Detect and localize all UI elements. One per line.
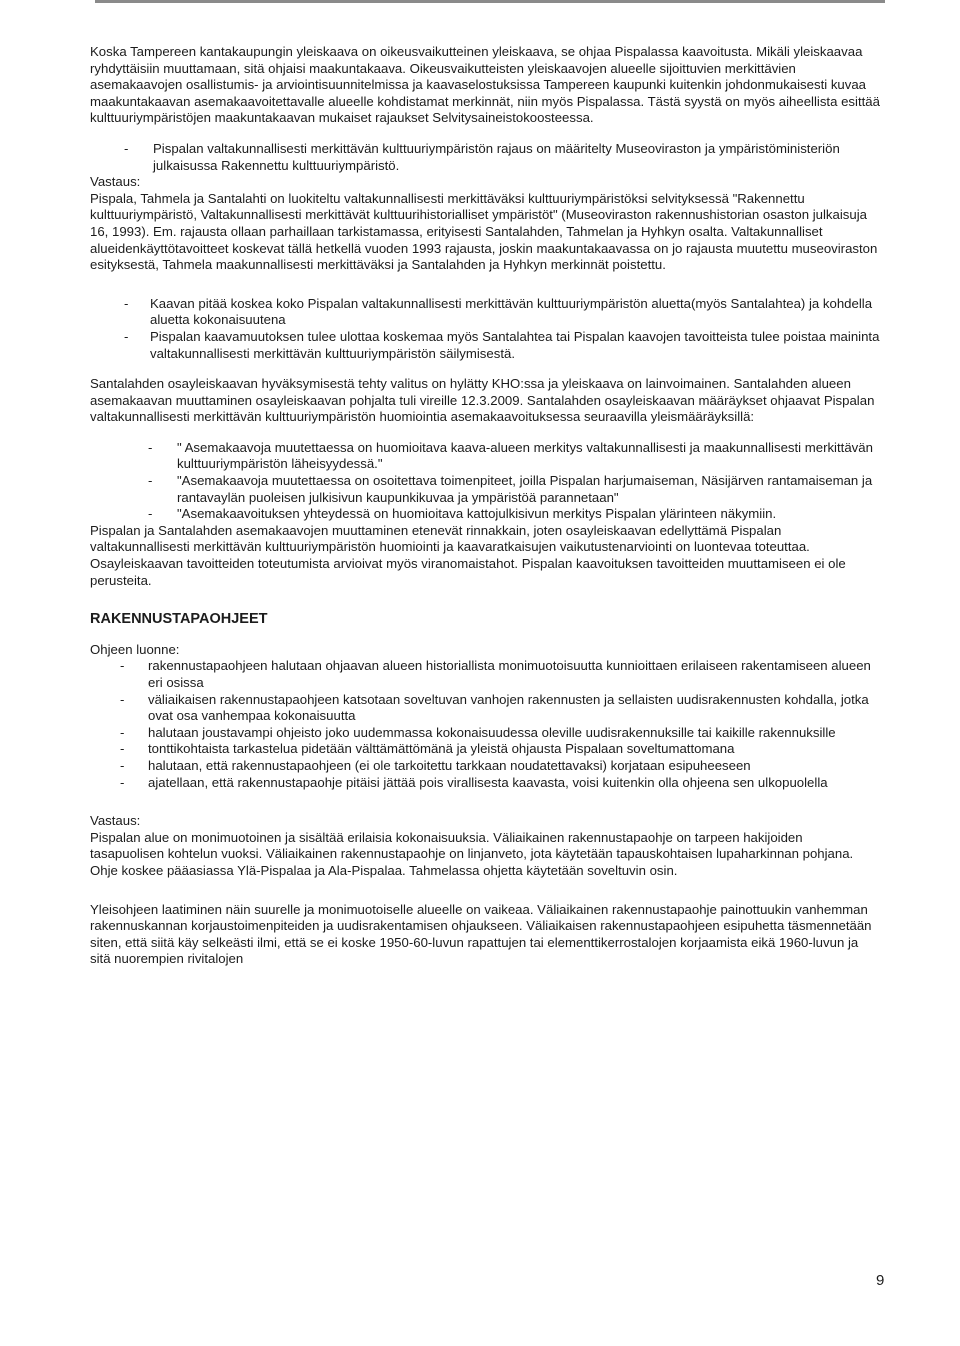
bullet-item <box>90 141 880 174</box>
dash-marker: - <box>120 741 125 757</box>
page-number: 9 <box>876 1272 885 1289</box>
list-item-text: tonttikohtaista tarkastelua pidetään välttämättömänä ja yleistä ohjausta Pispalaan soveltumattomana <box>148 741 735 757</box>
section-heading: RAKENNUSTAPAOHJEET <box>90 611 268 628</box>
guideline-list <box>90 658 880 791</box>
bullet-text: Pispalan valtakunnallisesti merkittävän kulttuuriympäristön rajaus on määritelty Museoviraston ja ympäristöministeriön julkaisussa Rakennettu kulttuuriympäristö. <box>153 140 840 173</box>
dash-marker: - <box>124 140 129 156</box>
answer-paragraph: Pispala, Tahmela ja Santalahti on luokiteltu valtakunnallisesti merkittäväksi kulttuuriympäristöksi selvityksessä "Rakennettu kulttuuriympäristö, Valtakunnallisesti merkittävät kulttuurihistorialliset ympäristöt" (Museoviraston rakennushistorian osaston julkaisuja 16, 1993). Em. rajausta ollaan parhaillaan tarkistamassa, erityisesti Santalahden, Tahmelan ja Hyhkyn osalta. Valtakunnalliset alueidenkäyttötavoitteet koskevat tällä hetkellä vuoden 1993 rajausta, joskin maakuntakaavassa on jo rajausta muutettu museoviraston esityksestä, Tahmela maakunnallisesti merkittäväksi ja Santalahden ja Hyhkyn merkinnät poistettu. <box>90 190 878 273</box>
list-item <box>90 741 880 758</box>
dash-marker: - <box>120 691 125 707</box>
vastaus-label: Vastaus: <box>90 174 141 190</box>
list-item <box>90 758 880 775</box>
santalahti-paragraph: Santalahden osayleiskaavan hyväksymisestä tehty valitus on hylätty KHO:ssa ja yleiskaava on lainvoimainen. Santalahden alueen asemakaavan muuttaminen osayleiskaavan pohjalta tuli vireille 12.3.2009. Santalahden osayleiskaavan määräykset ohjaavat Pispalan valtakunnallisesti merkittävän kulttuuriympäristön huomiointia asemakaavoituksessa seuraavilla yleismääräyksillä: <box>90 376 875 425</box>
vastaus-label: Vastaus: <box>90 813 141 829</box>
quote-text: "Asemakaavoja muutettaessa on osoitettava toimenpiteet, joilla Pispalan harjumaiseman, Näsijärven rantamaiseman ja rantavaylän puoleisen julkisivun kaupunkikuvaa ja ympäristöä parannetaan" <box>177 473 873 505</box>
top-scan-rule <box>95 0 885 3</box>
quote-item <box>90 473 880 506</box>
dash-marker: - <box>120 724 125 740</box>
list-item <box>90 658 880 691</box>
list-item-text: rakennustapaohjeen halutaan ohjaavan alueen historiallista monimuotoisuutta kunnioittaen erilaiseen rakentamiseen alueen eri osissa <box>148 658 871 690</box>
answer-paragraph: Pispalan alue on monimuotoinen ja sisältää erilaisia kokonaisuuksia. Väliaikainen rakennustapaohje on tarpeen hakijoiden tasapuolisen kohtelun vuoksi. Väliaikainen rakennustapaohje on linjanveto, jota käytetään tapauskohtaisen lupaharkinnan pohjana. Ohje koskee pääasiassa Ylä-Pispalaa ja Ala-Pispalaa. Tahmelassa ohjetta käytetään soveltuvin osin. <box>90 829 854 878</box>
quote-item <box>90 506 880 523</box>
dash-marker: - <box>148 473 153 489</box>
list-item <box>90 692 880 725</box>
bullet-item <box>90 329 880 362</box>
list-item-text: halutaan, että rakennustapaohjeen (ei ole tarkoitettu tarkkaan noudatettavaksi) korjataan esipuheeseen <box>148 757 751 773</box>
conclusion-paragraph: Pispalan ja Santalahden asemakaavojen muuttaminen etenevät rinnakkain, joten osayleiskaavan edellyttämä Pispalan valtakunnallisesti merkittävän kulttuuriympäristön huomiointi ja kaavaratkaisujen vaikutustenarviointi on luontevaa toteuttaa. Osayleiskaavan tavoitteiden toteutumista arvioivat myös viranomaistahot. Pispalan kaavoituksen tavoitteiden muuttamiseen ei ole perusteita. <box>90 522 846 588</box>
dash-marker: - <box>120 658 125 674</box>
bullet-text: Pispalan kaavamuutoksen tulee ulottaa koskemaa myös Santalahtea tai Pispalan kaavojen tavoitteista tulee poistaa maininta valtakunnallisesti merkittävän kulttuuriympäristön säilymisestä. <box>150 328 880 361</box>
quote-text: "Asemakaavoituksen yhteydessä on huomioitava kattojulkisivun merkitys Pispalan ylärinteen näkymiin. <box>177 506 777 522</box>
list-item-text: väliaikaisen rakennustapaohjeen katsotaan soveltuvan vanhojen rakennusten ja sellaisten uudisrakennusten kohdalla, jotka ovat osa vanhempaa kokonaisuutta <box>148 691 869 724</box>
list-item-text: ajatellaan, että rakennustapaohje pitäisi jättää pois virallisesta kaavasta, voisi kuitenkin olla ohjeena sen ulkopuolella <box>148 774 828 790</box>
bullet-text: Kaavan pitää koskea koko Pispalan valtakunnallisesti merkittävän kulttuuriympäristön aluetta(myös Santalahtea) ja kohdella aluetta kokonaisuutena <box>150 295 873 328</box>
document-page <box>90 44 880 968</box>
dash-marker: - <box>120 757 125 773</box>
dash-marker: - <box>120 774 125 790</box>
intro-paragraph: Koska Tampereen kantakaupungin yleiskaava on oikeusvaikutteinen yleiskaava, se ohjaa Pispalassa kaavoitusta. Mikäli yleiskaavaa ryhdyttäisiin muuttamaan, sitä ohjaisi maakuntakaava. Oikeusvaikutteisten yleiskaavojen alueelle sijoittuvien merkittävien asemakaavojen osallistumis- ja arviointisuunnitelmissa ja kaavaselostuksissa Tampereen kaupunki kuitenkin johdonmukaisesti kuvaa maakuntakaavan asemakaavoitettavalle alueelle kohdistamat merkinnät, niin myös Pispalassa. Tästä syystä on myös aiheellista esittää kulttuuriympäristöjen maakuntakaavan mukaiset rajaukset Selvitysaineistokoosteessa. <box>90 44 880 126</box>
list-item <box>90 725 880 742</box>
quote-item <box>90 440 880 473</box>
dash-marker: - <box>148 439 153 455</box>
list-item <box>90 775 880 792</box>
list-item-text: halutaan joustavampi ohjeisto joko uudemmassa kokonaisuudessa oleville uudisrakennuksille tai kaikille rakennuksille <box>148 724 836 740</box>
dash-marker: - <box>124 295 129 311</box>
general-guideline-paragraph: Yleisohjeen laatiminen näin suurelle ja monimuotoiselle alueelle on vaikeaa. Väliaikainen rakennustapaohje painottuukin vanhemman rakennuskannan korjaustoimenpiteiden ja uudisrakentamisen ohjaukseen. Väliaikaisen rakennustapaohjeen esipuhetta täsmennetään siten, että siitä käy selkeästi ilmi, että se ei koske 1950-60-luvun rapattujen tai elementtikerrostalojen korjaamista eikä 1960-luvun ja sitä nuorempien rivitalojen <box>90 901 872 967</box>
dash-marker: - <box>148 506 153 522</box>
dash-marker: - <box>124 328 129 344</box>
ohjeen-luonne-label: Ohjeen luonne: <box>90 641 180 657</box>
quote-text: " Asemakaavoja muutettaessa on huomioitava kaava-alueen merkitys valtakunnallisesti ja maakunnallisesti merkittävän kulttuuriympäristön läheisyydessä." <box>177 439 873 472</box>
bullet-item <box>90 296 880 329</box>
